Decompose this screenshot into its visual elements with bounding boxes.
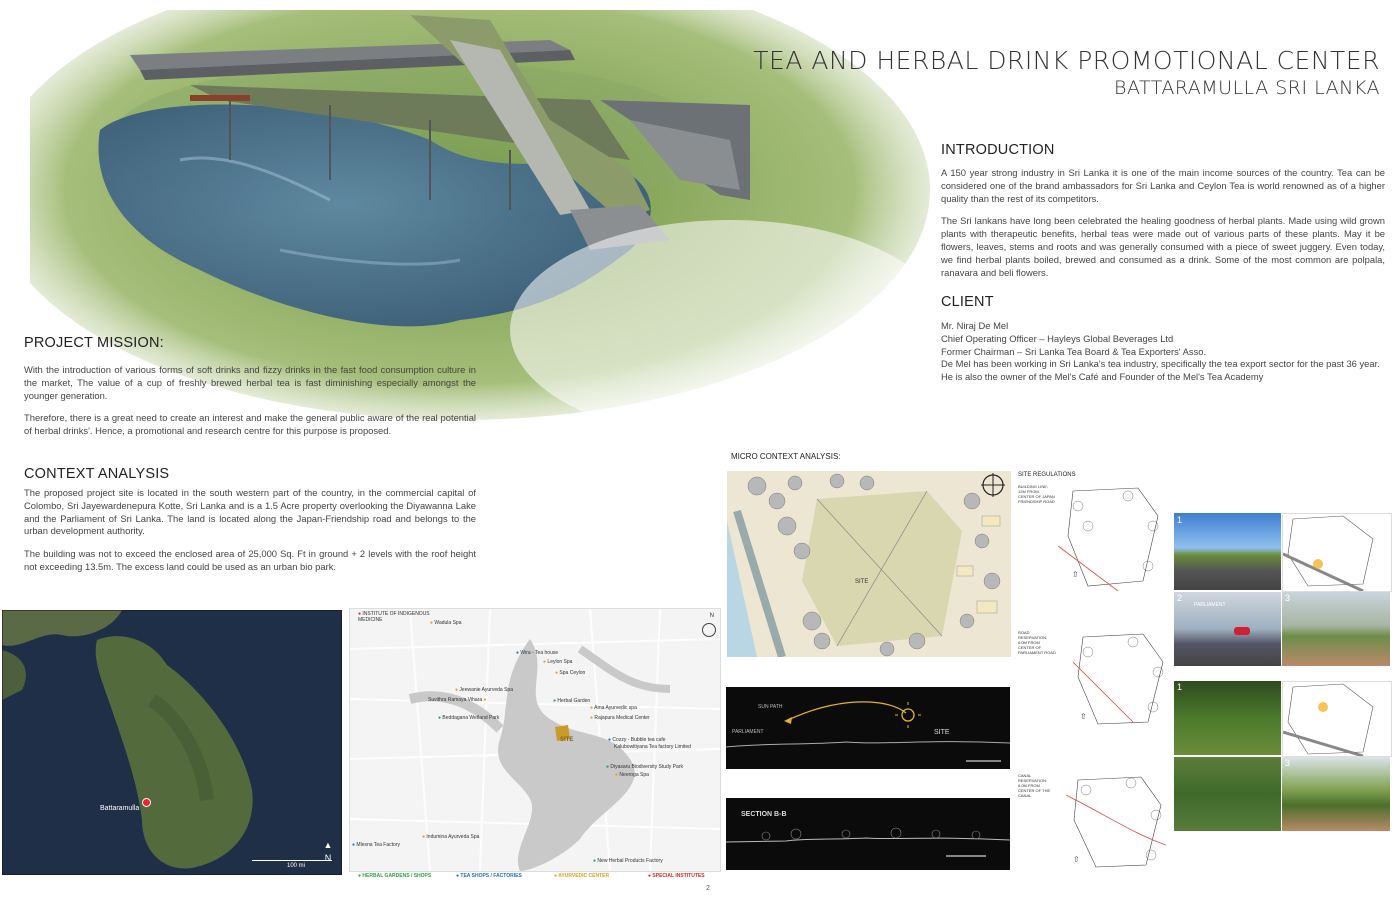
legend-item: ● AYURVEDIC CENTER (554, 873, 610, 879)
page-title (753, 46, 1380, 100)
client-heading: CLIENT (941, 294, 994, 310)
scale-label: 100 mi (287, 863, 306, 869)
title-line-2: BATTARAMULLA SRI LANKA (1114, 77, 1380, 99)
north-arrow-icon: ⇧ (1073, 855, 1080, 864)
map-place-marker: ● New Herbal Products Factory (593, 858, 663, 864)
photo-number: 2 (1177, 593, 1183, 603)
introduction-section (941, 142, 1385, 289)
sun-path-label: SUN PATH (758, 704, 783, 710)
map-place-marker: ● Rajapura Medical Center (590, 715, 650, 721)
site-photo (1174, 681, 1281, 755)
map-place-marker: ● Wadula Spa (430, 620, 462, 626)
site-plan (727, 471, 1011, 657)
photo-number: 1 (1177, 682, 1183, 692)
mission-heading: PROJECT MISSION: (24, 335, 164, 351)
site-plan-label: SITE (855, 579, 869, 585)
photo-number: 3 (1285, 758, 1291, 768)
map-place-marker: ● Indumina Ayurveda Spa (422, 834, 480, 840)
photo-key-map (1282, 681, 1392, 757)
sri-lanka-map (2, 610, 342, 875)
context-map (349, 608, 721, 872)
legend-item: ● TEA SHOPS / FACTORIES (456, 873, 522, 879)
context-section (24, 466, 476, 584)
map-place-marker: ● Spa Ceylon (555, 670, 586, 676)
map-place-marker: Kalubowitiyana Tea factory Limited (614, 744, 691, 750)
legend-item: ● SPECIAL INSTITUTES (648, 873, 705, 879)
site-photo (1174, 513, 1281, 590)
road-reservation-label: ROAD RESERVATION: 6.0M FROM CENTER OF PARLIAMENT ROAD (1018, 630, 1056, 655)
map-place-marker: ● Herbal Garden (553, 698, 591, 704)
scale-bar (252, 860, 332, 861)
client-line: Chief Operating Officer – Hayleys Global Beverages Ltd (941, 332, 1174, 344)
map-place-marker: ● Wira - Tea house (516, 650, 559, 656)
north-arrow-icon: ⇧ (1080, 712, 1087, 721)
photo-number: 1 (1177, 515, 1183, 525)
map-place-marker: ● Mlesna Tea Factory (352, 842, 400, 848)
map-place-marker: ● INSTITUTE OF INDIGENOUS MEDICINE (358, 611, 430, 623)
site-photo (1282, 592, 1390, 666)
building-line-label: BUILDING LINE: 12M FROM CENTER OF JAPAN FRIENDSHIP ROAD (1018, 484, 1055, 504)
parliament-label: PARLIAMENT (732, 729, 764, 735)
map-place-marker: ● Diyasaru Biodiversity Study Park (606, 764, 683, 770)
compass-icon (702, 623, 716, 637)
north-arrow-icon: ⇧ (1072, 570, 1079, 579)
north-arrow-icon: ▲ (323, 840, 333, 850)
map-place-marker: ● Neeroga Spa (615, 772, 649, 778)
client-section (941, 294, 1385, 384)
client-line: De Mel has been working in Sri Lanka's tea industry, specifically the tea export sector for the past 36 year. He is also the owner of the Mel's Café and Founder of the Mel's Tea Academy (941, 358, 1380, 383)
north-label: N (324, 853, 332, 863)
introduction-paragraph-1: A 150 year strong industry in Sri Lanka it is one of the main income sources of the country. Tea can be considered one of the brand ambassadors for Sri Lanka and Ceylon Tea is world renowned as of a higher quality than the rest of its competitors. (941, 167, 1385, 204)
introduction-paragraph-2: The Sri lankans have long been celebrated the healing goodness of herbal plants. Made using wild grown plants with therapeutic benefits, herbal teas were made out of various parts of these plants. May it be flowers, leaves, stems and roots and was generally consumed with a piece of sweet juggery. Even today, we find herbal plants boiled, brewed and consumed as a drink. Some of the most common are polpala, ranavara and beli flowers. (941, 215, 1385, 278)
car-shape (1234, 627, 1250, 635)
title-line-1: TEA AND HERBAL DRINK PROMOTIONAL CENTER (753, 46, 1380, 75)
photo-number: 3 (1285, 593, 1291, 603)
map-site-label: SITE (560, 737, 574, 743)
context-paragraph-1: The proposed project site is located in the south western part of the country, in the commercial capital of Colombo, Sri Jayewardenepura Kotte, Sri Lanka and is a 1.5 Acre property overlooking the Diyawanna Lake and the Parliament of Sri Lanka. The land is located along the Japan-Friendship road and belongs to the urban development authority. (24, 487, 476, 537)
regulation-canal-reservation (1018, 773, 1168, 873)
regulation-building-line (1018, 484, 1168, 594)
site-photo (1282, 757, 1390, 831)
legend-item: ● HERBAL GARDENS / SHOPS (358, 873, 432, 879)
context-paragraph-2: The building was not to exceed the enclosed area of 25,000 Sq. Ft in ground + 2 levels with the roof height not exceeding 13.5m. The excess land could be used as an urban bio park. (24, 548, 476, 572)
mission-paragraph-1: With the introduction of various forms of soft drinks and fizzy drinks in the fast food consumption culture in the market, The value of a cup of freshly brewed herbal tea is fast diminishing especially amongst the younger generation. (24, 364, 476, 401)
mission-section (24, 335, 476, 448)
section-diagram (726, 798, 1010, 870)
regulation-road-reservation (1018, 630, 1168, 730)
map-place-marker: ● Beddagana Wetland Park (438, 715, 500, 721)
photo-parliament-label: PARLIAMENT (1194, 602, 1226, 608)
page-number: 2 (706, 885, 710, 892)
location-pin-icon (142, 798, 151, 807)
context-map-north-label: N (709, 613, 714, 619)
context-heading: CONTEXT ANALYSIS (24, 466, 170, 482)
map-place-marker: Suvithra Ramaya Vihara ● (428, 697, 487, 703)
client-line: Former Chairman – Sri Lanka Tea Board & Tea Exporters' Asso. (941, 345, 1207, 357)
canal-reservation-label: CANAL RESERVATION: 6.0M FROM CENTER OF THE CANAL (1018, 773, 1051, 798)
section-label: SECTION B-B (741, 811, 787, 818)
map-place-marker: ● Jeewanie Ayurveda Spa (455, 687, 513, 693)
sun-path-diagram (726, 687, 1010, 769)
site-photo (1174, 592, 1281, 666)
map-place-marker: ● Leylon Spa (543, 659, 573, 665)
photo-key-map (1282, 513, 1392, 592)
mission-paragraph-2: Therefore, there is a great need to create an interest and make the general public aware of the real potential of herbal drinks'. Hence, a promotional and research centre for this purpose is proposed. (24, 412, 476, 437)
micro-context-heading: MICRO CONTEXT ANALYSIS: (731, 452, 841, 461)
map-place-marker: ● Cozzy - Bubble tea cafe (608, 737, 666, 743)
client-line: Mr. Niraj De Mel (941, 320, 1009, 331)
map-place-marker: ● Ama Ayurvedic spa (590, 705, 637, 711)
regulations-heading: SITE REGULATIONS (1018, 472, 1076, 478)
introduction-heading: INTRODUCTION (941, 142, 1055, 158)
context-map-legend (358, 873, 718, 883)
site-photo (1174, 757, 1281, 831)
sun-site-label: SITE (934, 729, 950, 736)
battaramulla-label: Battaramulla (100, 805, 140, 812)
